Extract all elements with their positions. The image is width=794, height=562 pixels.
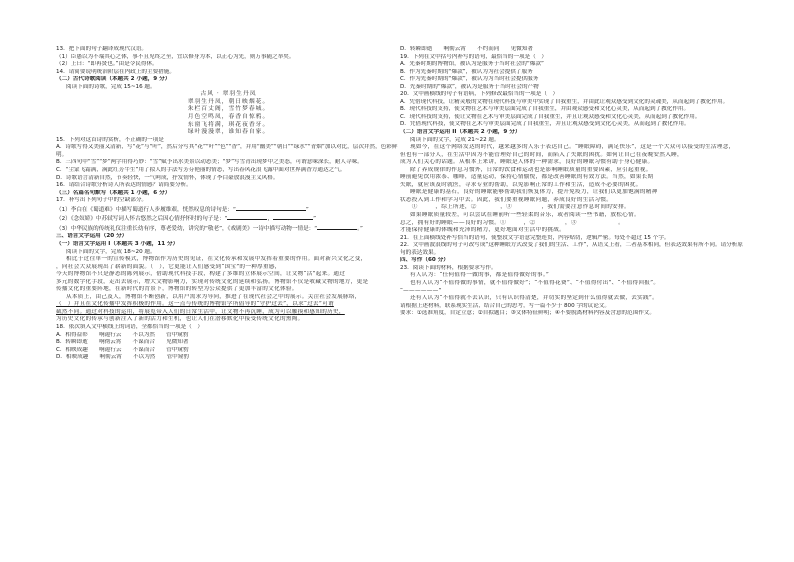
poem-line: 朱栏百丈阁，雪竹梦春城。	[187, 106, 270, 113]
q15-stem: 15．下列对这首诗的赏析，不正确的一项是	[56, 136, 164, 143]
material-line: 还有人认为“不值得就不去认识，只有认识得清楚，并切实的坚定到什么值得就去做，去实践”。	[410, 295, 658, 302]
q19-option-a: A．先秦时期的博物馆，被认为是服务于当时社会的“爆款”	[400, 61, 544, 68]
q20-option-a: A．凭借现代科技，让精灵般的文物在现代科技与审美中实现了自我重生，并由此让观众感受到文化的灵魂美，从而起到了教化作用。	[400, 98, 729, 105]
material-line: 有人认为：“任何值得一做的事，都是值得做好的事。”	[410, 272, 550, 279]
passage-line: 从本质上，由己及人，博物馆不断创新，以用户需求为导向，推进了在现代社会之中的展示。关注社会发展脉络，	[66, 293, 361, 300]
material-line: 也有人认为“不值得做的事情，就不值得做好”；“不值得花费”、“不值得付出”、“不值得回报”。	[410, 279, 660, 286]
passage-line: ，向社会大众展现出了崭新的面貌。（ ），它更能让人们感受到“国宝”的一种厚重感，	[56, 263, 281, 270]
q18-option-c: C．相映成趣 响遏行云 不谋而合 管中窥豹	[56, 346, 189, 353]
material-line: “——————”	[400, 287, 442, 294]
q18-option-a: A．相得益彰 响遏行云 不以为然 管中窥豹	[56, 331, 189, 338]
language-2-intro: 阅读下面的文字，完成 21~22 题。	[410, 136, 500, 143]
passage-line-underlined: （ ）并且在文化传播中发挥积极的作用。这一点与传统的博物馆学所倡导的“守护过去”，以求“过去”可谓	[56, 301, 334, 308]
language-section-heading: 三、语言文字运用（20 分）	[56, 233, 128, 240]
poem-intro: 阅读下面的诗歌，完成 15~16 题。	[66, 83, 156, 90]
passage-line: 传播文化的重要阵地，在新时代的背景下，博物馆的转型为公众提供了更加丰富的文化体验。	[56, 286, 298, 293]
right-column	[400, 46, 745, 318]
q17-item-3-text: （3）中华民族的传统礼仪注重长幼有序，尊老爱幼，讲究的“敬老”，《戏剧美》一诗中描写动物一情是：“	[56, 225, 318, 232]
passage-line: 睡前避免饮用浓茶、咖啡，适量运动，保持心情愉悦，都是改善睡眠的有效方法。当然，如果长期	[400, 174, 654, 181]
q17-item-1-text: （1）李白在《蜀道难》中描写蜀道行人步履维艰，恍然叹息的诗句是：“	[56, 206, 236, 213]
q16: 16．请结合诗歌分析诗人所表达的情感？请简要分析。	[56, 182, 192, 189]
writing-requirements: 要求：①选准角度，自定立意；②自拟题目；③文体特征鲜明；④不要脱离材料内容及含意的范围作文。	[400, 310, 655, 317]
q17-item-3	[56, 224, 401, 234]
language-subsection-heading: （一）语言文字运用 I（本题共 3 小题，11 分）	[56, 240, 179, 247]
writing-heading: 四、写作（60 分）	[400, 257, 449, 264]
passage-line: 睡眠是健康的基石，良好的睡眠能够帮助我们恢复体力，提升免疫力，让我们以更加饱满的精神	[410, 189, 658, 196]
q17-item-1	[56, 205, 401, 215]
q15-option-a: A．诗歌写得又美丽又清新，写“花”与“叶”，然后分写其“花”“叶”“色”“香”，并用“幽美”“朝日”“绿水”“青烟”加以对比，层次井然，色彩鲜明。	[56, 144, 398, 158]
q17-stem: 17．补写出下列句子中的空缺部分。	[56, 197, 148, 204]
q17-item-1-tail: ”	[305, 206, 309, 213]
answer-blank[interactable]	[236, 205, 306, 211]
left-column	[56, 46, 401, 362]
passage-line: 为历史文化的传承与创新注入了新的活力和生机，也让人们在潜移默化中接受传统文化的熏陶。	[56, 316, 304, 323]
q20-stem: 20．文中画横线的句子有语病，下列修改最恰当的一项是（ ）	[400, 91, 559, 98]
passage-line: 总之，拥有好的睡眠——良好的习惯。① ，② ，③ 。	[400, 219, 624, 226]
passage-line: 才能保持健康的体魄和充沛的精力，更好地面对生活中的挑战。	[400, 227, 566, 234]
poem-line: 绿叶漫漫翠，谁知春自家。	[187, 129, 270, 136]
passage-line: 如果睡眠质量较差，可以尝试在睡前听一些轻柔的音乐，或者阅读一些书籍，放松心情。	[410, 212, 640, 219]
q13-sentence-1: （1）臣愚以为不端其心之体，事不且见终之至，宜以修身为本，以正心为先，则万事随之举矣。	[56, 53, 295, 60]
q19-option-d: D．先秦时期的“爆款”，被认为是服务于当时社会的产物	[400, 83, 539, 90]
passage-line: 成为人们关心的话题。从根本上来讲，睡眠是人体的一种需求，良好的睡眠习惯有助于身心健康。	[400, 159, 654, 166]
passage-line: 但也有一部分人，在生活中因为不能管理好自己的时间，而陷入了失眠的困扰。如何让自己在夜晚安然入睡，	[400, 151, 683, 158]
q18-option-d-continued: D．转瞬即逝 响彻云霄 不约而同 见微知著	[400, 46, 533, 52]
q17-item-2-mid: ，	[267, 216, 274, 223]
writing-instruction: 请根据上述材料，联系现实生活，结合自己的思考，写一篇不少于 800 字的议论文。	[400, 302, 611, 309]
q21: 21．在上面横线处补写恰当的语句，使整段文字语意完整连贯，内容贴切，逻辑严密。每处不超过 15 个字。	[400, 234, 670, 241]
passage-line: 相比于过往单一的宣传模式，博物馆作为历史的见证，在文化传承和发展中发挥着重要的作用。面对新兴文化之变，	[66, 256, 367, 263]
q18-option-b: B．转瞬即逝 响彻云霄 不谋而合 见微知著	[56, 339, 189, 346]
q17-item-3-tail: 。”	[357, 225, 363, 232]
q17-item-2	[56, 214, 401, 224]
q15-option-c: C．“尘蒙飞霜满，满此红芳牛生”用了拟人的手法写芳芬艳丽的情态，写出春风花浪飞露中面对世界满香方通达之气。	[56, 167, 346, 174]
passage-line-underlined: 截然不同。通过对科技的运用，将展览带入人们的日常生活中，让文物不再沉睡，成为可以触摸和感知的历史，	[56, 308, 345, 315]
passage-line: 除了养成规律的作息习惯外，日常的饮食和运动也是影响睡眠质量的重要因素，应引起重视。	[410, 166, 652, 173]
poem-block	[56, 91, 401, 137]
q13-sentence-2: （2）上曰：“即再贤也。”由是令民得休。	[56, 61, 158, 68]
passage-line: 今天的博物馆不只是静态的陈列展示，借助现代科技手段，构建了多维的立体展示空间，让文物“活”起来。通过	[56, 271, 346, 278]
q19-stem: 19．下列在文中括号内补写的语句，最恰当的一项是（ ）	[400, 53, 547, 60]
q18-stem: 18．依次填入文中横线上的词语，全都恰当的一项是（ ）	[56, 323, 203, 330]
q15-option-d: D．诗歌语言清新自然，节奏轻快，一气呵成，抒发情怀，体现了李白豪放浪漫主义风格。	[56, 174, 279, 181]
q14: 14．请简要说明统治阶层在内政上的主要措施。	[56, 68, 175, 75]
poem-line: 月色空鸣凤，春香自惊鸦。	[187, 114, 270, 121]
passage-line: 状态投入到工作和学习中去。因此，我们要重视睡眠问题，养成良好的生活习惯。	[400, 196, 613, 203]
answer-blank[interactable]	[273, 214, 313, 220]
q17-item-2-tail: ”	[313, 216, 316, 223]
q17-item-2-text: （2）《念奴娇》中苏轼写词人怀古悠然之后因心情抒怀时的句子是：“	[56, 216, 228, 223]
poem-line: 东窗飞将满，琪花夜香牙。	[187, 121, 270, 128]
q22: 22．文中画波浪线的句子可改写成“这种睡眠方式改变了我们的生活、工作”，从语义上看，二者基本相同，但表达效果有所不同。请分析原句的表达效果。	[400, 242, 743, 256]
passage-line: 多元的数字化手段，走出去展示，增大文物影响力，实现对传统文化的延续和弘扬。博物馆不仅是收藏文物的地方，更是	[56, 278, 369, 285]
q18-option-d: D．相映成趣 响彻云霄 不以为然 管中窥豹	[56, 354, 189, 361]
language-intro: 阅读下面的文字，完成 18~20 题。	[66, 248, 156, 255]
poem-section-heading: （二）古代诗歌阅读（本题共 2 小题，9 分）	[56, 76, 171, 83]
q19-option-c: C．作为先秦时期的“爆款”，被认为为当时社会提供服务	[400, 76, 539, 83]
memorization-heading: （三）名篇名句默写（本题共 1 小题，6 分）	[56, 189, 171, 196]
q20-option-d: D．凭借现代科技，使文物在艺术与审美层面完成了自我重生，并且让观众感受到文化心灵美，从而起到了教化作用。	[400, 121, 690, 128]
poem-line: 翠羽生丹凤，朝日映烟花。	[187, 98, 270, 105]
passage-line: ① ，综上所述，② ，③ ，我们需要注意作息时间的安排。	[400, 204, 630, 211]
q20-option-b: B．现代科技的支持，使文物在艺术与审美层面完成了自我重生，并由观众感受和文化心灵美，从而起到了教化作用。	[400, 106, 690, 113]
q13-stem: 13．把下面的句子翻译成现代汉语。	[56, 46, 148, 52]
passage-line: 失眠，就应该及时就医，寻求专业的帮助，以免影响正常的工作和生活，造成不必要的困扰。	[400, 181, 642, 188]
poem-title: 古风 · 翠羽生丹凤	[200, 91, 257, 98]
answer-blank[interactable]	[227, 214, 267, 220]
passage-line: 现如今，在这个网络发达的时代，越来越多的人乐于表达自己。“睡眠障碍，满足快乐”，这是一个大众可以接受的生活理念，	[410, 144, 735, 151]
language-2-heading: （二）语言文字运用 II（本题共 2 小题，9 分）	[400, 129, 521, 136]
q23-stem: 23．阅读下面的材料，根据要求写作。	[400, 264, 497, 271]
q20-option-c: C．现代科技的支持，使让文物在艺术与审美层面完成了自我重生，并且让观众感受和文化心灵美，从而起到了教化作用。	[400, 113, 701, 120]
q15-option-b: B．三四句中“雪”“梦”两字用得巧妙：“雪”赋予出水美景以动态美；“梦”写雪青出现梦中之美态，可谓意味深长，耐人寻味。	[56, 159, 363, 166]
answer-blank[interactable]	[317, 224, 357, 230]
q19-option-b: B．作为先秦时期的“爆款”，被认为为社会提供了服务	[400, 68, 533, 75]
